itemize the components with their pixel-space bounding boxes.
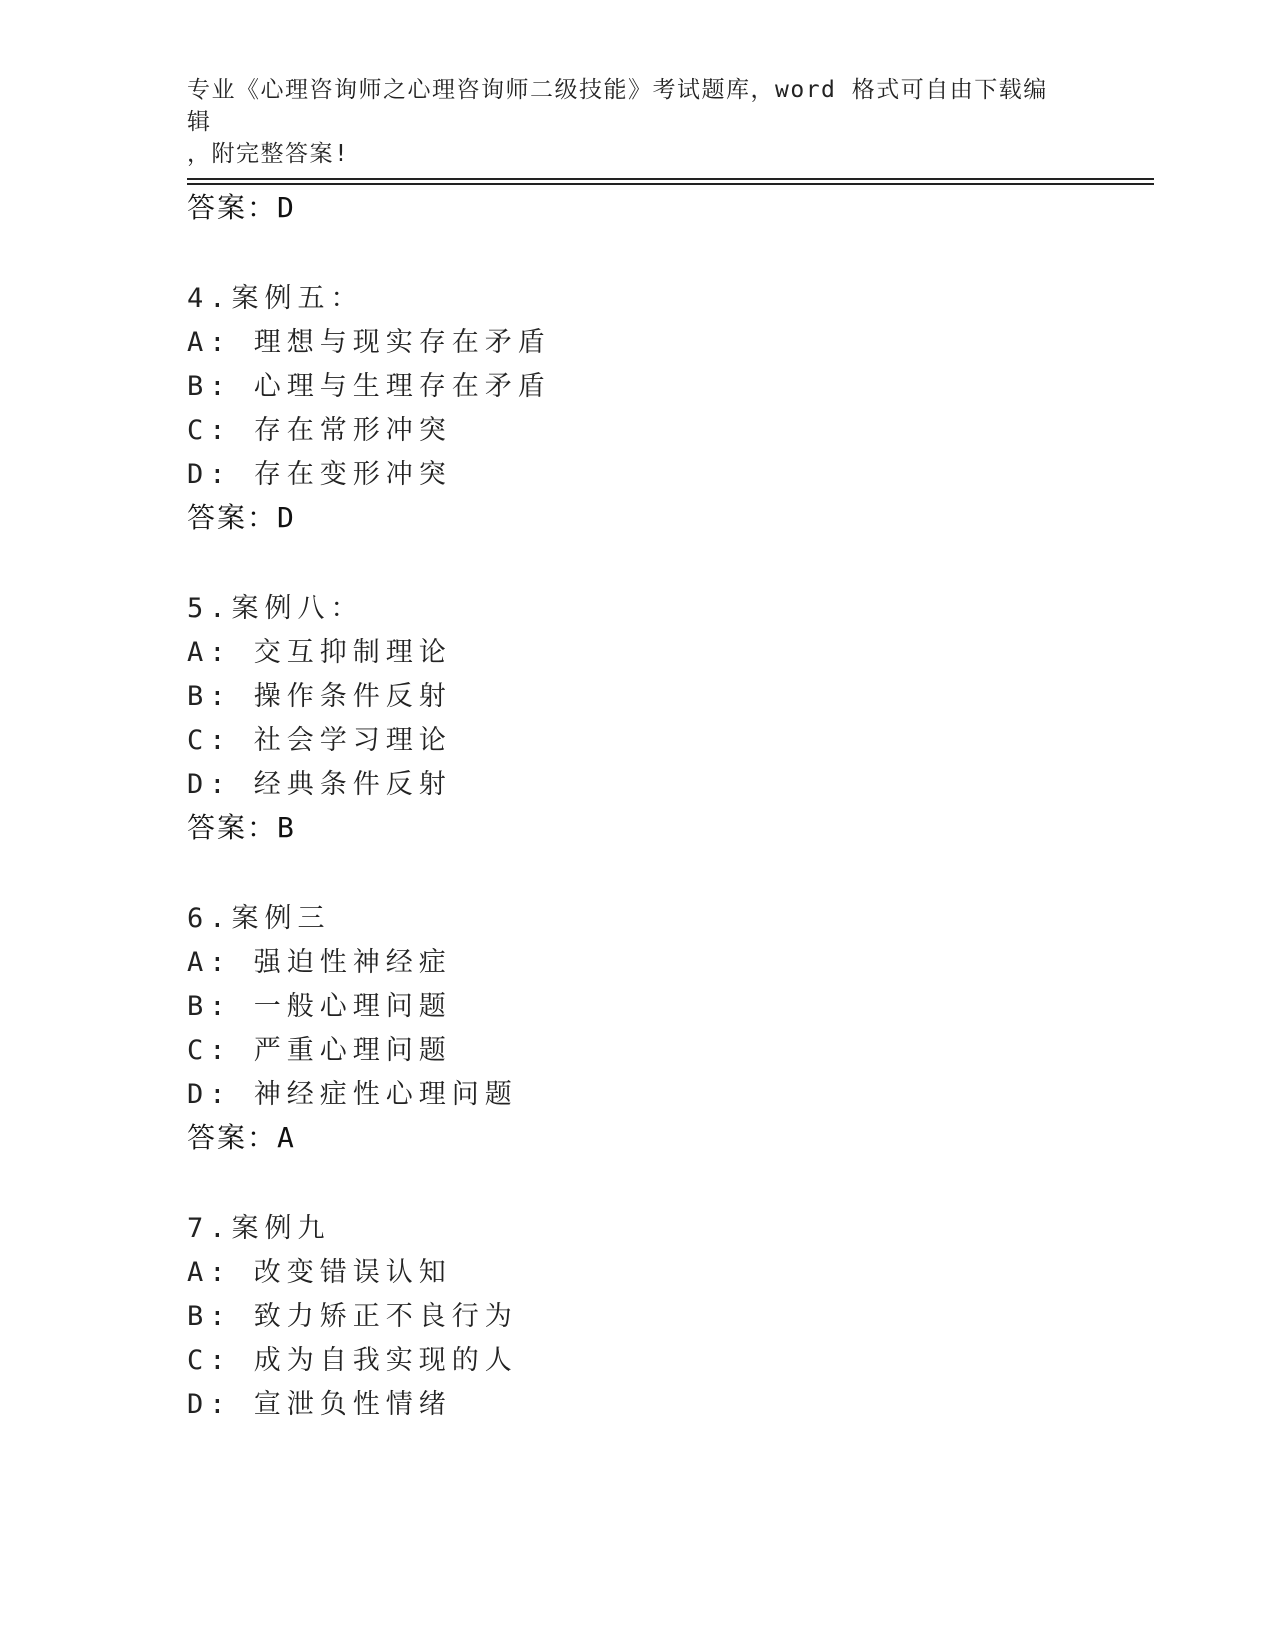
header-divider-bottom (187, 183, 1154, 185)
answer-label: 答案： (187, 1121, 278, 1154)
answer-value: D (277, 501, 296, 534)
option-c: C: 严重心理问题 (187, 1035, 452, 1066)
answer-label: 答案： (187, 501, 278, 534)
option-b: B: 一般心理问题 (187, 991, 452, 1022)
option-a: A: 理想与现实存在矛盾 (187, 327, 551, 358)
answer-line (187, 806, 296, 846)
header-line-2: ，附完整答案! (187, 141, 350, 167)
option-a: A: 改变错误认知 (187, 1257, 452, 1288)
answer-value: B (277, 811, 296, 844)
answer-label: 答案： (187, 191, 278, 224)
option-d: D: 宣泄负性情绪 (187, 1389, 452, 1420)
header-line-1: 专业《心理咨询师之心理咨询师二级技能》考试题库，word 格式可自由下载编辑 (187, 77, 1048, 135)
question-title: 4.案例五： (187, 283, 364, 314)
answer-value: D (277, 191, 296, 224)
option-a: A: 交互抑制理论 (187, 637, 452, 668)
option-b: B: 操作条件反射 (187, 681, 452, 712)
question-title: 6.案例三 (187, 903, 331, 934)
option-d: D: 存在变形冲突 (187, 459, 452, 490)
option-d: D: 神经症性心理问题 (187, 1079, 518, 1110)
question-title: 7.案例九 (187, 1213, 331, 1244)
document-header (187, 74, 1067, 170)
answer-line (187, 186, 296, 226)
option-b: B: 致力矫正不良行为 (187, 1301, 518, 1332)
answer-value: A (277, 1121, 296, 1154)
answer-label: 答案： (187, 811, 278, 844)
question-title: 5.案例八： (187, 593, 364, 624)
answer-line (187, 496, 296, 536)
option-b: B: 心理与生理存在矛盾 (187, 371, 551, 402)
answer-line (187, 1116, 296, 1156)
option-a: A: 强迫性神经症 (187, 947, 452, 978)
option-c: C: 社会学习理论 (187, 725, 452, 756)
header-divider-top (187, 178, 1154, 180)
option-c: C: 存在常形冲突 (187, 415, 452, 446)
option-c: C: 成为自我实现的人 (187, 1345, 518, 1376)
option-d: D: 经典条件反射 (187, 769, 452, 800)
